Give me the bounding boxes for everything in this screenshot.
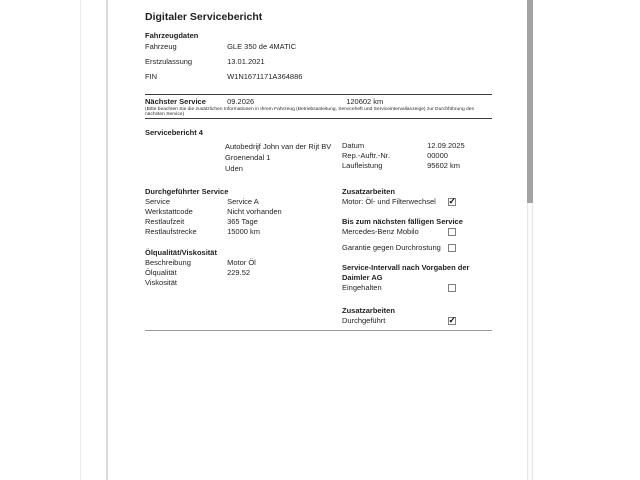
field-value: Motor Öl [227,258,256,267]
report-meta [342,141,492,171]
checklist-item [342,316,492,326]
field-value: 15000 km [227,227,261,236]
field-label: Erstzulassung [145,57,193,66]
field-label: Restlaufzeit [145,217,185,226]
field-label: Rep.-Auftr.-Nr. [342,151,390,160]
section-header: Fahrzeugdaten [145,31,199,40]
table-row [145,268,342,278]
checklist-label: Mercedes-Benz Mobilo [342,227,419,236]
field-label: Nächster Service [145,97,206,106]
checklist-column [342,187,492,326]
table-row [145,57,492,66]
section-header: Service-Intervall nach Vorgaben der Daimler AG [342,263,470,282]
section-header: Ölqualität/Viskosität [145,248,217,257]
checkbox[interactable] [448,195,457,206]
page-title: Digitaler Servicebericht [145,11,263,23]
vehicle-data-section [145,31,492,87]
table-row [342,141,492,151]
field-value: Service A [227,197,259,206]
next-service-row [145,97,492,106]
workshop-city: Uden [225,164,243,173]
section-header: Zusatzarbeiten [342,306,395,315]
field-label: Ölqualität [145,268,177,277]
checklist-label: Durchgeführt [342,316,386,325]
next-service-note: (Bitte beachten Sie die zusätzlichen Informationen in Ihrem Fahrzeug (Betriebsanleitung, Serviceheft und Serviceintervallanzeige) zur Durchführung des nächsten Service) [145,107,474,118]
performed-service-column [145,187,342,288]
checkbox[interactable] [448,314,457,325]
next-service-date: 09.2026 [227,97,255,106]
field-label: Laufleistung [342,161,383,170]
table-row [145,227,342,237]
table-row [145,42,492,51]
check-icon: ✓ [448,314,457,325]
field-label: Werkstattcode [145,207,193,216]
field-value: GLE 350 de 4MATIC [227,42,297,51]
table-row [145,258,342,268]
table-row [342,161,492,171]
checklist-item [342,283,492,293]
field-label: FIN [145,72,158,81]
check-icon: ✓ [448,195,457,206]
viewer-edge-line [80,0,81,480]
field-label: Viskosität [145,278,177,287]
checklist-item [342,197,492,207]
field-value: 12.09.2025 [427,141,465,150]
table-row [145,217,342,227]
checklist-label: Eingehalten [342,283,382,292]
section-header: Bis zum nächsten fälligen Service [342,217,463,226]
field-value: 95602 km [427,161,461,170]
workshop-address [225,141,342,174]
section-header: Durchgeführter Service [145,187,229,196]
checkbox[interactable] [448,244,456,252]
checklist-item [342,227,492,237]
field-value: 00000 [427,151,448,160]
field-label: Restlaufstrecke [145,227,197,236]
field-value: 229.52 [227,268,251,277]
report-header: Servicebericht 4 [145,128,203,137]
field-label: Fahrzeug [145,42,177,51]
field-value: 365 Tage [227,217,258,226]
checklist-label: Garantie gegen Durchrostung [342,243,441,252]
section-divider [145,330,492,331]
field-value: W1N1671171A364886 [227,72,303,81]
field-label: Service [145,197,171,206]
workshop-street: Groenendal 1 [225,153,271,162]
section-header: Zusatzarbeiten [342,187,395,196]
field-value: 13.01.2021 [227,57,265,66]
table-row [342,151,492,161]
next-service-mileage: 120602 km [346,97,384,106]
table-row [145,278,342,288]
table-row [145,207,342,217]
table-row [145,72,492,81]
field-label: Datum [342,141,365,150]
service-report-page [145,0,492,480]
checklist-item [342,243,492,253]
checkbox[interactable] [448,284,456,292]
scrollbar-thumb[interactable] [527,0,533,203]
workshop-name: Autobedrijf John van der Rijt BV [225,142,332,151]
field-value: Nicht vorhanden [227,207,282,216]
next-service-section [145,94,492,119]
checklist-label: Motor: Öl- und Filterwechsel [342,197,436,206]
page-left-border [106,0,108,480]
checkbox[interactable] [448,228,456,236]
field-label: Beschreibung [145,258,191,267]
table-row [145,197,342,207]
